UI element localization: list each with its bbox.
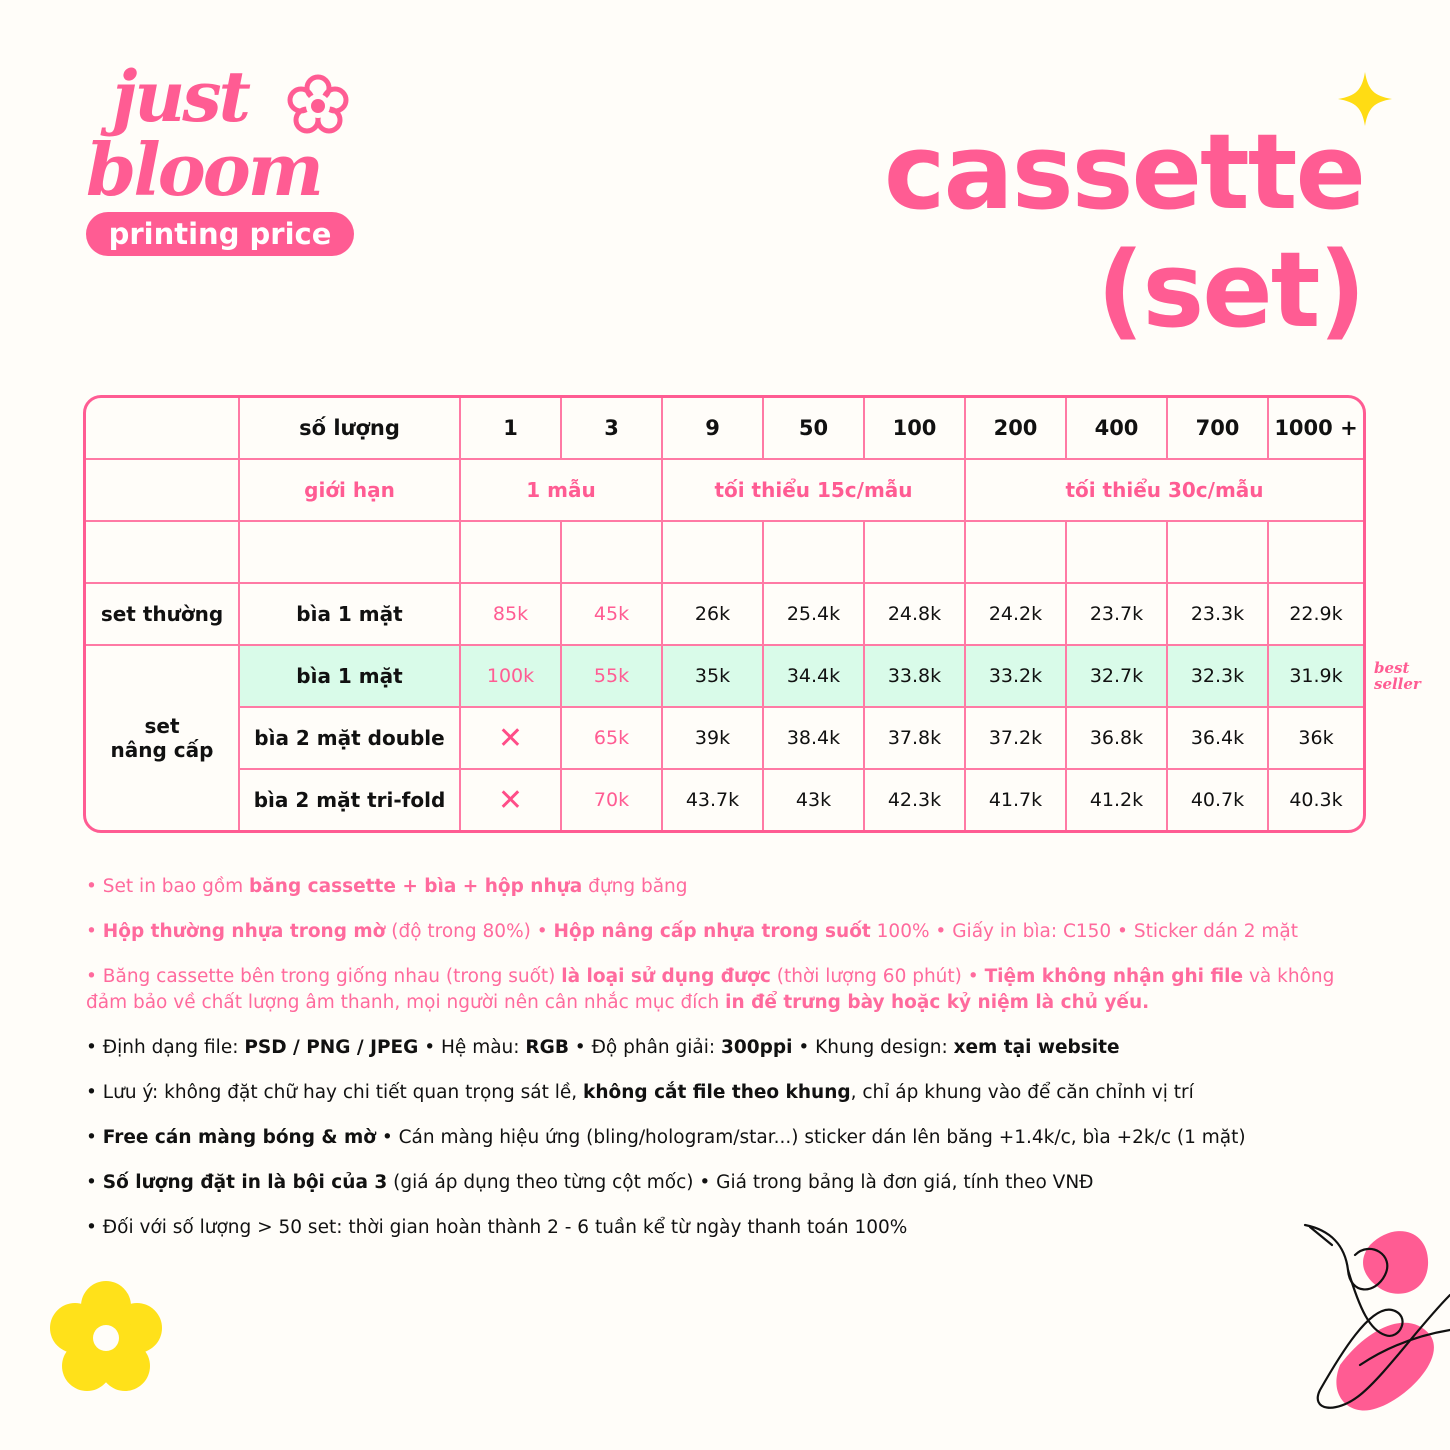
price-cell: 32.7k (1067, 646, 1168, 708)
row-label: bìa 2 mặt double (240, 708, 461, 770)
note-text: • Định dạng file: (86, 1037, 245, 1058)
note-item (86, 964, 1376, 1016)
price-cell: 23.3k (1168, 584, 1269, 646)
price-cell: 33.2k (966, 646, 1067, 708)
page-title-line2: (set) (1096, 229, 1364, 351)
price-cell: 23.7k (1067, 584, 1168, 646)
price-cell: 85k (461, 584, 562, 646)
logo-tagline: printing price (86, 212, 354, 256)
note-text: và không đảm bảo về chất lượng âm thanh, mọi người nên cân nhắc mục đích (86, 966, 1335, 1013)
qty-col: 700 (1168, 398, 1269, 460)
note-text: • Độ phân giải: (568, 1037, 722, 1058)
price-cell: 65k (562, 708, 663, 770)
empty-cell (1269, 522, 1363, 584)
note-text: • Set in bao gồm (86, 876, 250, 897)
best-seller-line2: seller (1374, 675, 1421, 693)
qty-col: 400 (1067, 398, 1168, 460)
note-item (86, 1125, 1376, 1151)
note-text: • (86, 1172, 103, 1193)
qty-col: 200 (966, 398, 1067, 460)
price-cell: 100k (461, 646, 562, 708)
empty-cell (461, 522, 562, 584)
empty-cell (663, 522, 764, 584)
row-label: bìa 2 mặt tri-fold (240, 770, 461, 830)
empty-cell (865, 522, 966, 584)
qty-col: 3 (562, 398, 663, 460)
qty-col: 100 (865, 398, 966, 460)
note-text: • (86, 921, 103, 942)
best-seller-line1: best (1374, 659, 1410, 677)
unavailable-x-icon: ✕ (461, 708, 562, 770)
logo-bloom: bloom (86, 127, 321, 212)
note-item (86, 1215, 1376, 1241)
price-cell: 36k (1269, 708, 1363, 770)
note-item (86, 919, 1376, 945)
page-title-line1: cassette (883, 111, 1364, 233)
price-cell: 33.8k (865, 646, 966, 708)
note-item (86, 1035, 1376, 1061)
note-text: (thời lượng 60 phút) • (770, 966, 985, 987)
bird-doodle-icon (1300, 1215, 1450, 1435)
empty-cell (966, 522, 1067, 584)
note-text: (giá áp dụng theo từng cột mốc) • Giá trong bảng là đơn giá, tính theo VNĐ (387, 1172, 1094, 1193)
group-upgrade-line2: nâng cấp (110, 738, 214, 762)
price-cell: 38.4k (764, 708, 865, 770)
note-bold: RGB (525, 1037, 569, 1058)
price-cell: 41.2k (1067, 770, 1168, 830)
notes-list (86, 874, 1376, 1260)
price-cell: 55k (562, 646, 663, 708)
price-cell: 36.4k (1168, 708, 1269, 770)
price-cell: 37.2k (966, 708, 1067, 770)
note-bold: Hộp thường nhựa trong mờ (102, 921, 386, 942)
unavailable-x-icon: ✕ (461, 770, 562, 830)
empty-cell (1067, 522, 1168, 584)
price-table (83, 395, 1366, 833)
price-cell: 43k (764, 770, 865, 830)
qty-col: 1 (461, 398, 562, 460)
qty-col: 9 (663, 398, 764, 460)
price-cell: 37.8k (865, 708, 966, 770)
note-text: • Lưu ý: không đặt chữ hay chi tiết quan trọng sát lề, (86, 1082, 584, 1103)
price-cell: 24.8k (865, 584, 966, 646)
note-text: • Khung design: (792, 1037, 954, 1058)
note-bold: Free cán màng bóng & mờ (102, 1127, 376, 1148)
note-bold: Hộp nâng cấp nhựa trong suốt (553, 921, 871, 942)
empty-cell (1168, 522, 1269, 584)
price-cell: 34.4k (764, 646, 865, 708)
note-text: đựng băng (582, 876, 688, 897)
note-text: (độ trong 80%) • (385, 921, 554, 942)
group-upgrade-line1: set (144, 714, 180, 738)
row-label: bìa 1 mặt (240, 584, 461, 646)
price-cell: 22.9k (1269, 584, 1363, 646)
best-seller-tag (1374, 660, 1421, 692)
price-cell: 36.8k (1067, 708, 1168, 770)
note-bold: là loại sử dụng được (561, 966, 771, 987)
price-cell: 40.7k (1168, 770, 1269, 830)
note-bold: in để trưng bày hoặc kỷ niệm là chủ yếu. (725, 992, 1150, 1013)
note-text: • Cán màng hiệu ứng (bling/hologram/star...) sticker dán lên băng +1.4k/c, bìa +2k/c (1 mặt) (375, 1127, 1246, 1148)
price-cell: 35k (663, 646, 764, 708)
note-text: , chỉ áp khung vào để căn chỉnh vị trí (850, 1082, 1194, 1103)
note-item (86, 1170, 1376, 1196)
limit-value: 1 mẫu (461, 460, 663, 522)
quantity-header: số lượng (240, 398, 461, 460)
limit-value: tối thiểu 15c/mẫu (663, 460, 966, 522)
empty-cell (86, 460, 240, 522)
note-text: • Đối với số lượng > 50 set: thời gian hoàn thành 2 - 6 tuần kể từ ngày thanh toán 100% (86, 1217, 908, 1238)
price-cell: 41.7k (966, 770, 1067, 830)
note-bold: PSD / PNG / JPEG (244, 1037, 419, 1058)
qty-col: 50 (764, 398, 865, 460)
price-cell: 32.3k (1168, 646, 1269, 708)
price-cell: 26k (663, 584, 764, 646)
note-bold: không cắt file theo khung (583, 1082, 851, 1103)
price-cell: 31.9k (1269, 646, 1363, 708)
row-label: bìa 1 mặt (240, 646, 461, 708)
price-cell: 25.4k (764, 584, 865, 646)
note-text: 100% • Giấy in bìa: C150 • Sticker dán 2 mặt (870, 921, 1299, 942)
price-cell: 39k (663, 708, 764, 770)
yellow-flower-icon (48, 1280, 164, 1396)
note-bold: băng cassette + bìa + hộp nhựa (249, 876, 583, 897)
empty-cell (240, 522, 461, 584)
note-text: • Hệ màu: (418, 1037, 526, 1058)
limit-value: tối thiểu 30c/mẫu (966, 460, 1363, 522)
note-text: • Băng cassette bên trong giống nhau (trong suốt) (86, 966, 562, 987)
price-cell: 40.3k (1289, 789, 1343, 811)
note-item (86, 1080, 1376, 1106)
group-upgrade (86, 646, 240, 830)
note-item (86, 874, 1376, 900)
group-normal: set thường (86, 584, 240, 646)
limit-label: giới hạn (240, 460, 461, 522)
qty-col: 1000 + (1269, 398, 1363, 460)
note-bold: Tiệm không nhận ghi file (984, 966, 1244, 987)
note-bold: Số lượng đặt in là bội của 3 (102, 1172, 388, 1193)
website-link[interactable]: xem tại website (953, 1037, 1120, 1058)
price-cell: 70k (562, 770, 663, 830)
price-cell: 45k (562, 584, 663, 646)
note-bold: 300ppi (721, 1037, 793, 1058)
logo-just: just (112, 55, 248, 138)
table-corner (86, 398, 240, 460)
empty-cell (86, 522, 240, 584)
price-cell: 42.3k (865, 770, 966, 830)
empty-cell (562, 522, 663, 584)
price-cell: 43.7k (663, 770, 764, 830)
empty-cell (764, 522, 865, 584)
price-cell: 24.2k (966, 584, 1067, 646)
note-text: • (86, 1127, 103, 1148)
